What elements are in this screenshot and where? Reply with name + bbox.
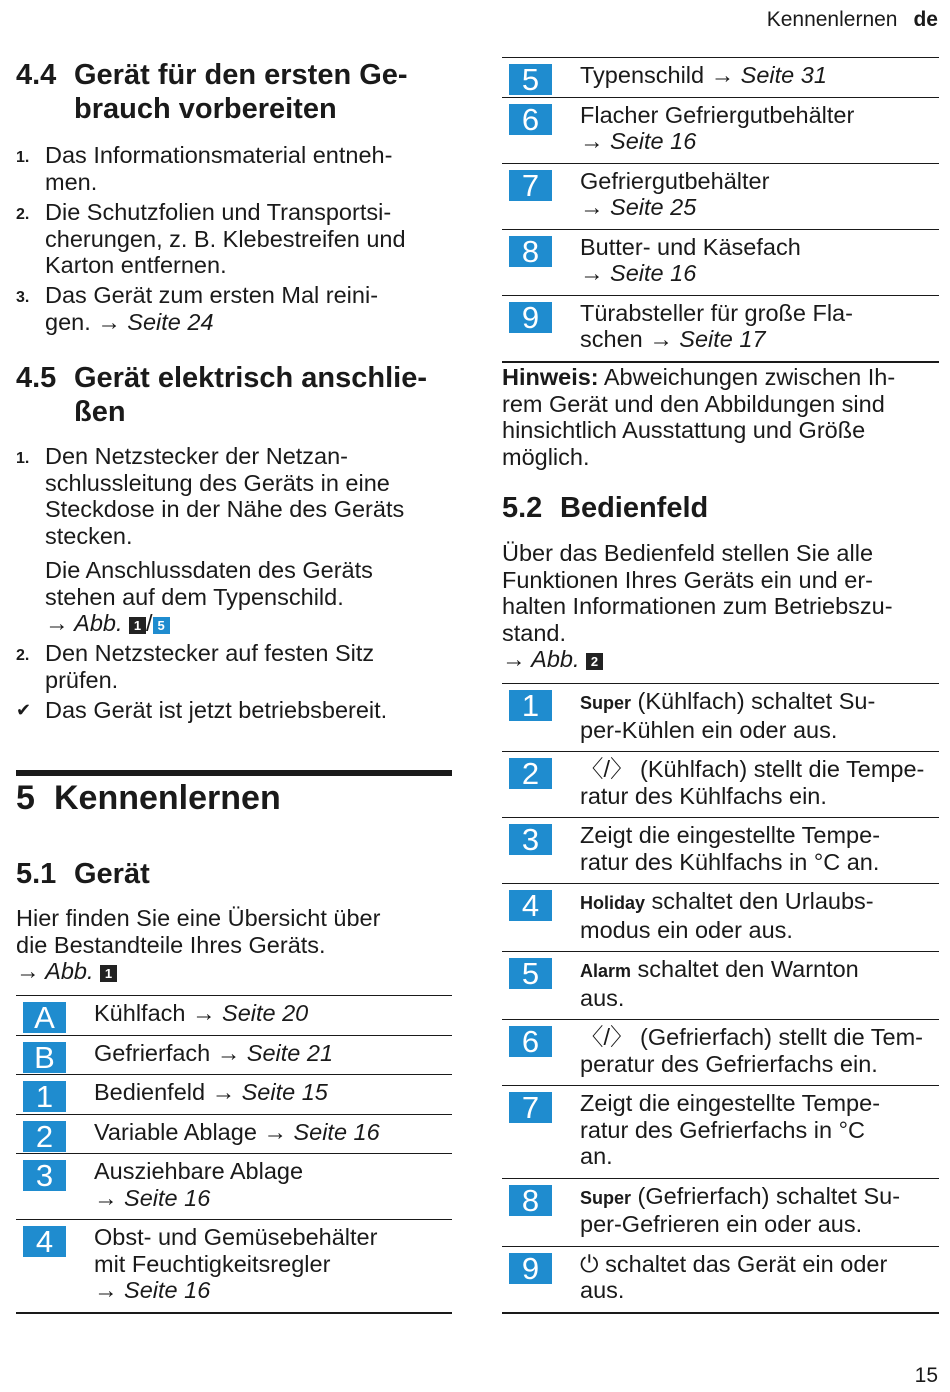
item-description: Holiday schaltet den Urlaubs- modus ein oder aus. — [580, 884, 939, 952]
table-row — [502, 295, 939, 362]
heading-4-5: 4.5 Gerät elektrisch anschlie- ßen — [16, 362, 427, 428]
item-description: Typenschild → Seite 31 — [580, 58, 939, 98]
table-row — [502, 1086, 939, 1179]
item-key-badge: 1 — [23, 1081, 66, 1112]
hinweis-note: Hinweis: Abweichungen zwischen Ih- rem Gerät und den Abbildungen sind hinsichtlich Ausstattung und Größe möglich. — [502, 364, 896, 470]
item-description: Obst- und Gemüsebehälter mit Feuchtigkeitsregler → Seite 16 — [94, 1220, 452, 1313]
item-description: ⏻ schaltet das Gerät ein oder aus. — [580, 1246, 939, 1313]
step-4-5-1: 1. Den Netzstecker der Netzan- schlussleitung des Geräts in eine Steckdose in der Nähe des Geräts stecken. — [16, 443, 405, 549]
figure-ref-1: 1 — [100, 965, 117, 982]
checkmark-icon: ✔ — [16, 700, 32, 720]
result-line: ✔ Das Gerät ist jetzt betriebsbereit. — [16, 697, 388, 723]
item-key-badge: 9 — [509, 1253, 552, 1284]
alarm-icon: Alarm — [580, 961, 632, 981]
figure-ref-5: 5 — [153, 617, 170, 634]
holiday-icon: Holiday — [580, 893, 646, 913]
arrows-icon: 〈/〉 — [580, 756, 634, 782]
item-key-badge: 6 — [509, 1026, 552, 1057]
control-panel-table — [502, 683, 939, 1314]
item-key-badge: 9 — [509, 302, 552, 333]
step-4-4-2: 2. Die Schutzfolien und Transportsi- cherungen, z. B. Klebestreifen und Karton entfernen. — [16, 199, 406, 278]
item-description: Alarm schaltet den Warnton aus. — [580, 952, 939, 1020]
step-4-5-2: 2. Den Netzstecker auf festen Sitz prüfen. — [16, 640, 375, 693]
step-4-4-1: 1. Das Informationsmaterial entneh- men. — [16, 142, 393, 195]
table-row — [502, 58, 939, 98]
table-row — [502, 752, 939, 818]
intro-5-1: Hier finden Sie eine Übersicht über die Bestandteile Ihres Geräts. → Abb. 1 — [16, 905, 381, 984]
table-row — [502, 684, 939, 752]
item-description: Türabsteller für große Fla- schen → Seite 17 — [580, 295, 939, 362]
item-key-badge: 3 — [509, 824, 552, 855]
table-row — [16, 1220, 452, 1313]
heading-4-4: 4.4 Gerät für den ersten Ge- brauch vorbereiten — [16, 59, 408, 125]
power-icon: ⏻ — [580, 1250, 599, 1277]
item-key-badge: B — [23, 1042, 66, 1073]
item-description: Super (Kühlfach) schaltet Su- per-Kühlen ein oder aus. — [580, 684, 939, 752]
chapter-rule — [16, 770, 452, 776]
figure-ref-2: 2 — [586, 653, 603, 670]
item-description: Variable Ablage → Seite 16 — [94, 1114, 452, 1154]
item-key-badge: 7 — [509, 1092, 552, 1123]
item-key-badge: A — [23, 1002, 66, 1033]
item-key-badge: 7 — [509, 170, 552, 201]
parts-table — [16, 995, 452, 1314]
item-description: Flacher Gefriergutbehälter → Seite 16 — [580, 97, 939, 163]
table-row — [502, 1178, 939, 1246]
super-icon: Super — [580, 693, 632, 713]
heading-5: 5 Kennenlernen — [16, 779, 281, 817]
heading-5-1: 5.1 Gerät — [16, 858, 150, 890]
item-key-badge: 1 — [509, 690, 552, 721]
table-row — [502, 97, 939, 163]
table-row — [502, 163, 939, 229]
item-description: Zeigt die eingestellte Tempe- ratur des Kühlfachs in °C an. — [580, 818, 939, 884]
table-row — [16, 996, 452, 1036]
figure-ref-1: 1 — [129, 617, 146, 634]
intro-5-2: Über das Bedienfeld stellen Sie alle Funktionen Ihres Geräts ein und er- halten Informationen zum Betriebszu- stand. → Abb. 2 — [502, 540, 893, 672]
arrows-icon: 〈/〉 — [580, 1024, 634, 1050]
table-row — [16, 1035, 452, 1075]
table-row — [16, 1075, 452, 1115]
connection-note: Die Anschlussdaten des Geräts stehen auf dem Typenschild. → Abb. 1 / 5 — [45, 557, 373, 636]
page-number: 15 — [914, 1364, 938, 1387]
item-description: Gefrierfach → Seite 21 — [94, 1035, 452, 1075]
heading-5-2: 5.2 Bedienfeld — [502, 492, 709, 524]
item-description: Butter- und Käsefach → Seite 16 — [580, 229, 939, 295]
item-description: Super (Gefrierfach) schaltet Su- per-Gefrieren ein oder aus. — [580, 1178, 939, 1246]
item-description: Gefriergutbehälter → Seite 25 — [580, 163, 939, 229]
parts-table-continued — [502, 57, 939, 363]
item-key-badge: 4 — [509, 890, 552, 921]
item-key-badge: 5 — [509, 64, 552, 95]
item-description: Zeigt die eingestellte Tempe- ratur des Gefrierfachs in °C an. — [580, 1086, 939, 1179]
item-key-badge: 2 — [23, 1121, 66, 1152]
table-row — [502, 884, 939, 952]
table-row — [16, 1154, 452, 1220]
table-row — [16, 1114, 452, 1154]
item-description: 〈/〉 (Kühlfach) stellt die Tempe- ratur des Kühlfachs ein. — [580, 752, 939, 818]
header-language: de — [913, 8, 938, 31]
super-icon: Super — [580, 1187, 632, 1208]
item-key-badge: 5 — [509, 958, 552, 989]
item-description: 〈/〉 (Gefrierfach) stellt die Tem- peratur des Gefrierfachs ein. — [580, 1020, 939, 1086]
header-section: Kennenlernen — [766, 8, 898, 31]
item-key-badge: 3 — [23, 1160, 66, 1191]
table-row — [502, 229, 939, 295]
table-row — [502, 952, 939, 1020]
step-4-4-3: 3. Das Gerät zum ersten Mal reini- gen. → Seite 24 — [16, 282, 379, 335]
item-key-badge: 6 — [509, 104, 552, 135]
item-key-badge: 2 — [509, 758, 552, 789]
item-description: Kühlfach → Seite 20 — [94, 996, 452, 1036]
item-key-badge: 8 — [509, 1185, 552, 1216]
running-header — [767, 8, 938, 32]
item-description: Bedienfeld → Seite 15 — [94, 1075, 452, 1115]
table-row — [502, 1246, 939, 1313]
page-ref[interactable]: Seite 24 — [127, 308, 214, 335]
table-row — [502, 818, 939, 884]
table-row — [502, 1020, 939, 1086]
item-description: Ausziehbare Ablage → Seite 16 — [94, 1154, 452, 1220]
item-key-badge: 4 — [23, 1226, 66, 1257]
item-key-badge: 8 — [509, 236, 552, 267]
